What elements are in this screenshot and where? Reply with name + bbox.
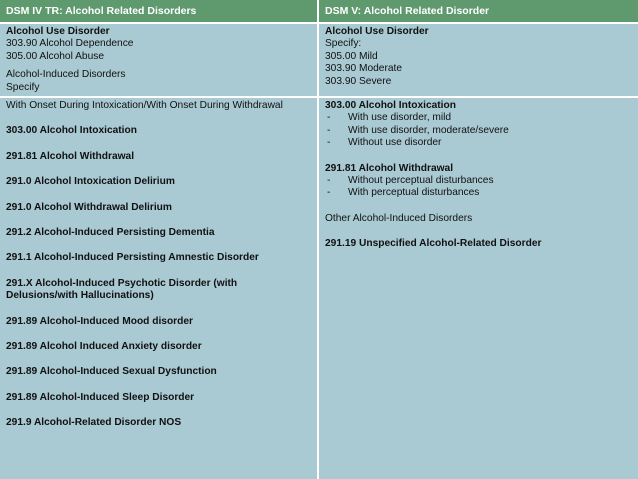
row1-left-cell [6, 26, 133, 94]
list-item: 291.1 Alcohol-Induced Persisting Amnestic Disorder [6, 252, 259, 264]
table-header [0, 0, 638, 22]
row1-right-cell [325, 26, 429, 88]
header-dsm-v: DSM V: Alcohol Related Disorder [325, 5, 490, 17]
dash-marker: - [327, 112, 331, 124]
row2-right-cell [325, 100, 541, 251]
list-item: 291.89 Alcohol-Induced Sleep Disorder [6, 391, 195, 403]
induced-title: Alcohol-Induced Disorders [6, 69, 126, 81]
list-item: 303.00 Alcohol Intoxication [6, 125, 137, 137]
list-item: 305.00 Alcohol Abuse [6, 50, 104, 62]
other-induced: Other Alcohol-Induced Disorders [325, 212, 473, 224]
list-item: 291.89 Alcohol-Induced Mood disorder [6, 315, 193, 327]
use-disorder-title: Alcohol Use Disorder [6, 26, 110, 37]
list-item: - Without use disorder [327, 137, 442, 149]
list-item: - With use disorder, mild [327, 112, 452, 124]
list-item: 291.89 Alcohol-Induced Sexual Dysfunction [6, 366, 217, 378]
intoxication-title: 303.00 Alcohol Intoxication [325, 100, 456, 111]
list-item: - With use disorder, moderate/severe [327, 124, 509, 136]
list-item: 291.89 Alcohol Induced Anxiety disorder [6, 341, 202, 353]
use-disorder-title: Alcohol Use Disorder [325, 26, 429, 37]
list-item: Delusions/with Hallucinations) [6, 290, 154, 302]
list-item: 303.90 Moderate [325, 63, 403, 75]
dash-marker: - [327, 137, 331, 149]
dash-marker: - [327, 124, 331, 136]
row-divider [0, 22, 638, 24]
induced-sub: Specify [6, 81, 40, 93]
list-item: - Without perceptual disturbances [327, 175, 494, 187]
specify-label: Specify: [325, 38, 362, 50]
list-item: 291.0 Alcohol Intoxication Delirium [6, 176, 175, 188]
column-divider [317, 0, 319, 479]
header-dsm-iv: DSM IV TR: Alcohol Related Disorders [6, 5, 197, 17]
list-item: - With perceptual disturbances [327, 187, 480, 199]
dash-marker: - [327, 175, 331, 187]
row-divider [0, 96, 638, 98]
list-item: 305.00 Mild [325, 50, 378, 62]
list-item: 291.81 Alcohol Withdrawal [6, 150, 135, 162]
list-item: 303.90 Severe [325, 75, 392, 87]
row2-left-cell [6, 100, 283, 430]
list-item: 291.0 Alcohol Withdrawal Delirium [6, 201, 172, 213]
onset-note: With Onset During Intoxication/With Onset During Withdrawal [6, 100, 283, 111]
unspecified-disorder: 291.19 Unspecified Alcohol-Related Disorder [325, 238, 542, 250]
list-item: 303.90 Alcohol Dependence [6, 38, 134, 50]
list-item: 291.2 Alcohol-Induced Persisting Dementia [6, 227, 215, 239]
list-item: 291.9 Alcohol-Related Disorder NOS [6, 417, 182, 429]
dash-marker: - [327, 187, 331, 199]
list-item: 291.X Alcohol-Induced Psychotic Disorder (with [6, 277, 238, 289]
withdrawal-title: 291.81 Alcohol Withdrawal [325, 162, 454, 174]
